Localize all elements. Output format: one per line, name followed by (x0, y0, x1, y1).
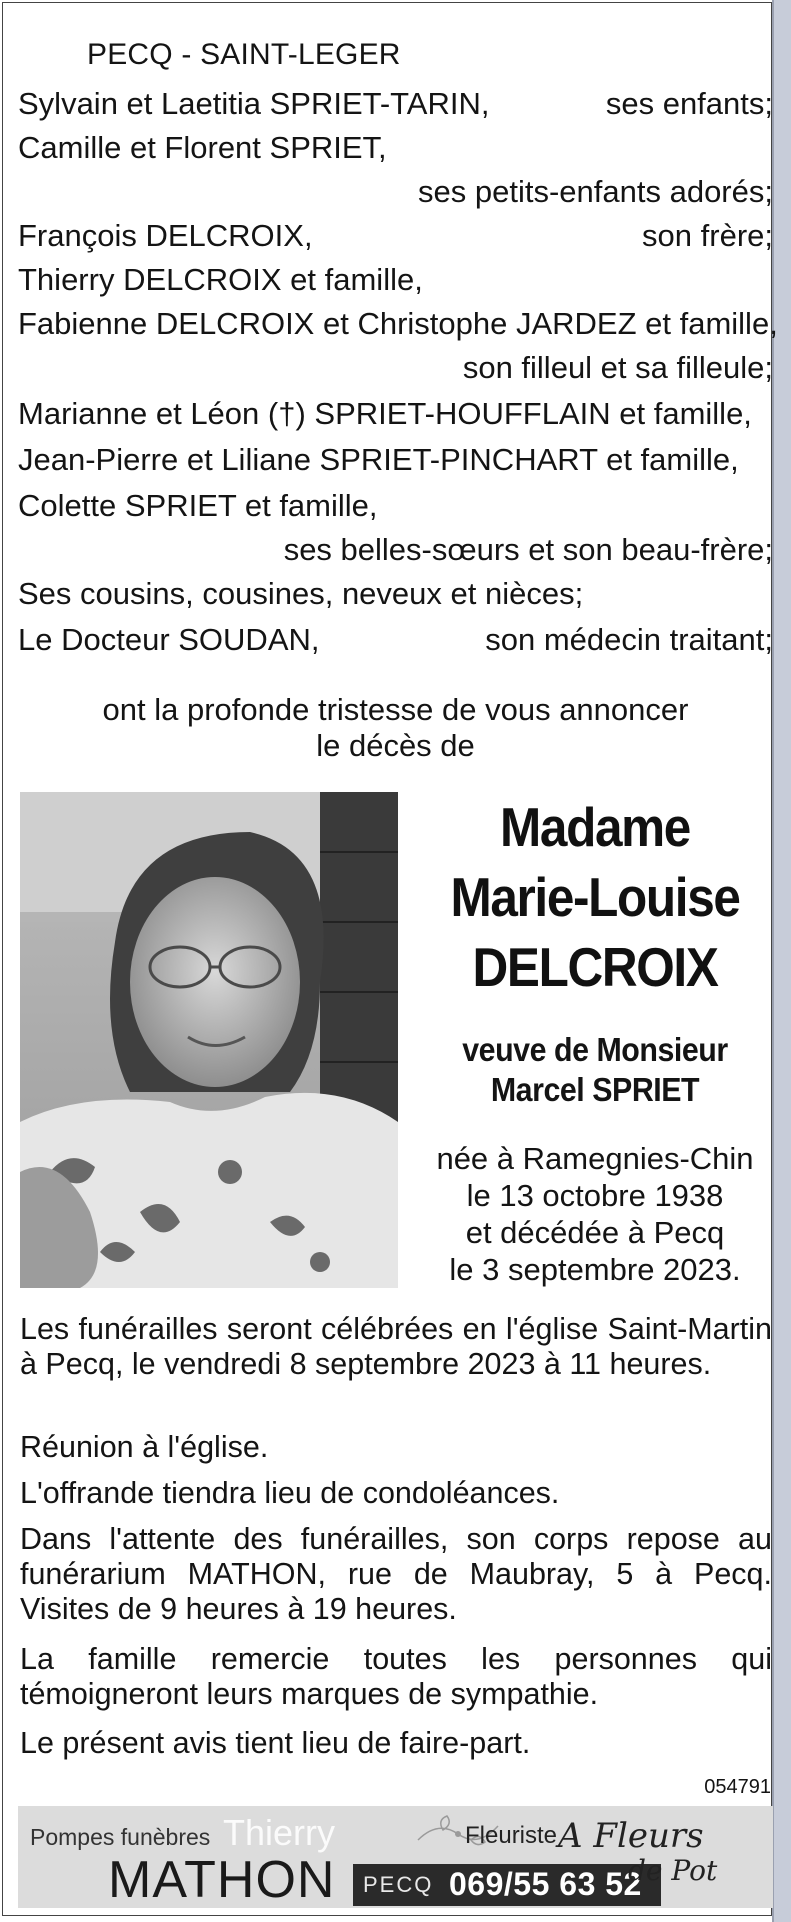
footer-shop-line-2: de Pot (628, 1854, 718, 1887)
footer-mathon: MATHON (108, 1851, 336, 1909)
family-line: ses belles-sœurs et son beau-frère; (283, 532, 773, 567)
family-line: Thierry DELCROIX et famille, (18, 262, 423, 297)
thanks-paragraph: La famille remercie toutes les personnes qui témoigneront leurs marques de sympathie. (20, 1642, 772, 1711)
notice-paragraph: Le présent avis tient lieu de faire-part. (20, 1726, 531, 1760)
footer-phone: 069/55 63 52 (449, 1866, 642, 1902)
offering-paragraph: L'offrande tiendra lieu de condoléances. (20, 1476, 560, 1510)
footer-thierry: Thierry (223, 1812, 336, 1853)
deceased-title: Madame (500, 796, 690, 858)
deceased-last-name: DELCROIX (472, 936, 718, 998)
deceased-name-block (420, 792, 770, 1002)
family-line: Fabienne DELCROIX et Christophe JARDEZ et famille, (18, 306, 778, 341)
funeral-paragraph: Les funérailles seront célébrées en l'église Saint-Martin à Pecq, le vendredi 8 septembre 2023 à 11 heures. (20, 1312, 772, 1381)
family-line: Jean-Pierre et Liliane SPRIET-PINCHART et famille, (18, 442, 739, 477)
side-strip (772, 0, 791, 1922)
footer-fleuriste: Fleuriste (465, 1822, 558, 1849)
family-line: Le Docteur SOUDAN, son médecin traitant; (18, 622, 773, 657)
family-line: Colette SPRIET et famille, (18, 488, 378, 523)
date-line: et décédée à Pecq (465, 1215, 725, 1250)
footer-banner (18, 1806, 773, 1908)
family-line: Marianne et Léon (†) SPRIET-HOUFFLAIN et famille, (18, 396, 752, 431)
funerarium-paragraph: Dans l'attente des funérailles, son corps repose au funérarium MATHON, rue de Maubray, 5 à Pecq. Visites de 9 heures à 19 heures. (20, 1522, 772, 1626)
family-line: son filleul et sa filleule; (462, 350, 773, 385)
reference-number: 054791 (704, 1776, 771, 1798)
footer-pompes: Pompes funèbres (30, 1824, 211, 1850)
portrait-illustration (20, 792, 398, 1288)
family-line: ses petits-enfants adorés; (418, 174, 773, 209)
intro-line-1: ont la profonde tristesse de vous annoncer (102, 692, 689, 727)
date-line: le 13 octobre 1938 (466, 1178, 724, 1213)
widow-block (420, 1030, 770, 1110)
footer-shop-line-1: A Fleurs (558, 1816, 704, 1856)
footer-city: PECQ (363, 1872, 434, 1897)
meeting-paragraph: Réunion à l'église. (20, 1430, 269, 1464)
family-line: Camille et Florent SPRIET, (18, 130, 387, 165)
header-place: PECQ - SAINT-LEGER (87, 38, 401, 71)
family-line: Ses cousins, cousines, neveux et nièces; (18, 576, 584, 611)
intro-line-2: le décès de (316, 728, 475, 763)
footer-phone-box (353, 1864, 661, 1906)
widow-line-2: Marcel SPRIET (490, 1071, 700, 1108)
date-line: le 3 septembre 2023. (449, 1252, 741, 1287)
widow-line-1: veuve de Monsieur (462, 1031, 728, 1068)
date-line: née à Ramegnies-Chin (436, 1141, 754, 1176)
family-line: François DELCROIX, son frère; (18, 218, 773, 253)
portrait-photo (20, 792, 398, 1288)
family-line: Sylvain et Laetitia SPRIET-TARIN, ses enfants; (18, 86, 773, 121)
dates-block (420, 1140, 770, 1288)
deceased-first-name: Marie-Louise (450, 866, 740, 928)
